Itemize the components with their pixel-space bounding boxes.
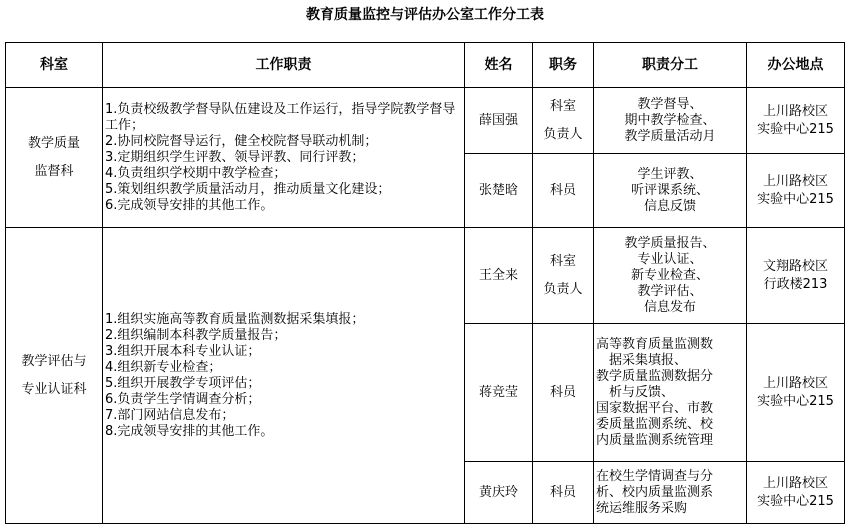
responsibility-item: 3.组织开展本科专业认证； [105, 343, 261, 359]
location-line: 实验中心215 [757, 121, 834, 137]
staff-duties [594, 88, 747, 154]
duty-line: 专业认证、 [637, 251, 703, 267]
duty-line: 听评课系统、 [630, 182, 709, 198]
header-responsibilities: 工作职责 [103, 43, 465, 88]
dept-name-line: 教学质量 [27, 135, 80, 151]
duty-line: 新专业检查、 [630, 267, 709, 283]
duty-line: 信息发布 [643, 299, 696, 315]
header-dept: 科室 [6, 43, 103, 88]
staff-duties [594, 462, 747, 524]
staff-name: 薛国强 [465, 88, 533, 154]
header-name: 姓名 [465, 43, 533, 88]
document-title: 教育质量监控与评估办公室工作分工表 [306, 7, 544, 23]
responsibility-item: 1.负责校级教学督导队伍建设及工作运行，指导学院教学督导工作； [105, 101, 456, 133]
responsibility-item: 2.组织编制本科教学质量报告； [105, 327, 287, 343]
responsibility-item: 6.负责学生学情调查分析； [105, 391, 261, 407]
responsibility-item: 5.策划组织教学质量活动月，推动质量文化建设； [105, 181, 391, 197]
responsibilities-cell [103, 88, 465, 228]
location-line: 上川路校区 [762, 173, 828, 189]
staff-position [533, 228, 594, 324]
dept-cell [6, 228, 103, 524]
dept-name-line: 专业认证科 [21, 381, 87, 397]
responsibility-item: 8.完成领导安排的其他工作。 [105, 423, 274, 439]
staff-position [533, 88, 594, 154]
duty-line: 教学质量报告、 [624, 235, 716, 251]
staff-duties [594, 154, 747, 228]
staff-position: 科员 [533, 462, 594, 524]
duty-line: 学生评教、 [637, 166, 703, 182]
position-line: 负责人 [543, 281, 583, 297]
responsibility-item: 2.协同校院督导运行，健全校院督导联动机制； [105, 133, 378, 149]
duty-line: 信息反馈 [643, 198, 696, 214]
position-line: 科室 [549, 253, 576, 269]
location-line: 实验中心215 [757, 493, 834, 509]
duty-line: 教学质量活动月 [624, 128, 716, 144]
duty-line: 教学督导、 [637, 96, 703, 112]
division-of-work-table [5, 42, 845, 524]
staff-position: 科员 [533, 154, 594, 228]
duty-line: 在校生学情调查与分 [596, 468, 714, 484]
responsibility-item: 1.组织实施高等教育质量监测数据采集填报； [105, 311, 365, 327]
staff-name: 王全来 [465, 228, 533, 324]
office-location [747, 154, 845, 228]
office-location [747, 88, 845, 154]
staff-name: 黄庆玲 [465, 462, 533, 524]
duty-line: 统运维服务采购 [596, 500, 688, 516]
duty-line: 教学质量监测数据分 [596, 368, 714, 384]
location-line: 实验中心215 [757, 393, 834, 409]
responsibility-item: 5.组织开展教学专项评估； [105, 375, 261, 391]
responsibilities-cell [103, 228, 465, 524]
location-line: 上川路校区 [762, 475, 828, 491]
responsibility-item: 6.完成领导安排的其他工作。 [105, 197, 274, 213]
location-line: 上川路校区 [762, 375, 828, 391]
staff-name: 张楚晗 [465, 154, 533, 228]
duty-line: 析、校内质量监测系 [596, 484, 714, 500]
position-line: 负责人 [543, 126, 583, 142]
responsibility-item: 3.定期组织学生评教、领导评教、同行评教； [105, 149, 365, 165]
dept-cell [6, 88, 103, 228]
duty-line: 据采集填报、 [609, 352, 688, 368]
office-location [747, 324, 845, 462]
office-location [747, 228, 845, 324]
position-line: 科室 [549, 98, 576, 114]
office-location [747, 462, 845, 524]
header-row [6, 43, 845, 88]
staff-duties [594, 324, 747, 462]
table-row [6, 228, 845, 324]
responsibility-item: 4.组织新专业检查； [105, 359, 222, 375]
duty-line: 教学评估、 [637, 283, 703, 299]
location-line: 上川路校区 [762, 103, 828, 119]
dept-name-line: 教学评估与 [21, 353, 87, 369]
header-location: 办公地点 [747, 43, 845, 88]
location-line: 文翔路校区 [762, 258, 828, 274]
responsibility-item: 7.部门网站信息发布； [105, 407, 235, 423]
location-line: 行政楼213 [763, 276, 828, 292]
staff-name: 蒋竞莹 [465, 324, 533, 462]
table-row [6, 88, 845, 154]
location-line: 实验中心215 [757, 191, 834, 207]
duty-line: 期中教学检查、 [624, 112, 716, 128]
header-position: 职务 [533, 43, 594, 88]
duty-line: 析与反馈、 [609, 384, 675, 400]
dept-name-line: 监督科 [34, 163, 74, 179]
duty-line: 高等教育质量监测数 [596, 336, 714, 352]
duty-line: 内质量监测系统管理 [596, 432, 714, 448]
duty-line: 委质量监测系统、校 [596, 416, 714, 432]
header-duties: 职责分工 [594, 43, 747, 88]
responsibility-item: 4.负责组织学校期中教学检查； [105, 165, 287, 181]
duty-line: 国家数据平台、市教 [596, 400, 714, 416]
staff-duties [594, 228, 747, 324]
staff-position: 科员 [533, 324, 594, 462]
